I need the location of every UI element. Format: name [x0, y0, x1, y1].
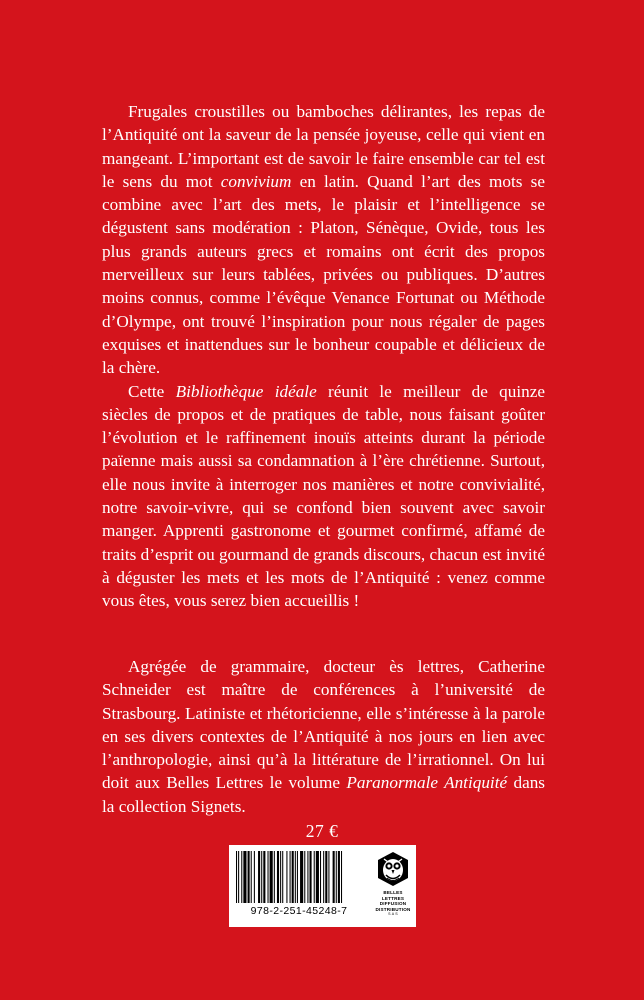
barcode-bar	[280, 851, 281, 903]
barcode-bar	[282, 851, 283, 903]
book-title: Paranormale Antiquité	[346, 773, 508, 793]
blurb-paragraph-1: Frugales croustilles ou bamboches délirantes, les repas de l’Antiquité ont la saveur de la pensée joyeuse, celle qui vient en mangeant. L’important est de savoir le faire ensemble car tel est le sens du mot convivium en latin. Quand l’art des mots se combine avec l’art des mets, le plaisir et l’intelligence se dégustent sans modération : Platon, Sénèque, Ovide, tous les plus grands auteurs grecs et romains ont écrit des propos merveilleux sur leurs tablées, privées ou publiques. D’autres moins connus, comme l’évêque Venance Fortunat ou Méthode d’Olympe, ont trouvé l’inspiration pour nous régaler de pages exquises et inattendues sur le bonheur coupable et délicieux de la chère.	[102, 102, 545, 378]
barcode-bar	[328, 851, 329, 903]
barcode-bar	[277, 851, 279, 903]
barcode-bar	[304, 851, 305, 903]
barcode-bar	[263, 851, 265, 903]
bio-paragraph: Agrégée de grammaire, docteur ès lettres, Catherine Schneider est maître de conférences à l’université de Strasbourg. Latiniste et rhétoricienne, elle s’intéresse à la parole en ses divers contextes de l’Antiquité à nos jours en lien avec l’anthropologie, ainsi qu’à la littérature de l’irrationnel. On lui doit aux Belles Lettres le volume Paranormale Antiquité dans la collection Signets.	[102, 657, 545, 816]
barcode-bar	[336, 851, 337, 903]
latin-term: convivium	[220, 171, 292, 191]
barcode-bar	[310, 851, 312, 903]
blurb	[102, 100, 545, 613]
barcode-bar	[254, 851, 255, 903]
barcode-bar	[316, 851, 319, 903]
barcode-bar	[314, 851, 315, 903]
barcode-bar	[300, 851, 303, 903]
barcode-bar	[323, 851, 324, 903]
barcode-bar	[333, 851, 335, 903]
barcode-label	[229, 845, 416, 927]
barcode-bar	[243, 851, 246, 903]
collection-title: Bibliothèque idéale	[175, 381, 317, 401]
isbn-number: 978-2-251-45248-7	[250, 905, 348, 917]
barcode-bar	[320, 851, 321, 903]
price: 27 €	[305, 821, 339, 841]
barcode-bar	[248, 851, 250, 903]
barcode-bar	[292, 851, 294, 903]
barcode-bar	[238, 851, 239, 903]
barcode-bar	[286, 851, 287, 903]
barcode-bar	[325, 851, 327, 903]
barcode-bar	[258, 851, 260, 903]
publisher-name: BELLES LETTRES DIFFUSION DISTRIBUTION S A S	[375, 890, 411, 917]
barcode-bar	[236, 851, 237, 903]
barcode-bar	[274, 851, 275, 903]
barcode-bar	[290, 851, 291, 903]
barcode-bar	[268, 851, 269, 903]
barcode-bar	[261, 851, 262, 903]
isbn-barcode	[235, 851, 369, 905]
barcode-bar	[297, 851, 298, 903]
publisher-owl-logo-icon	[375, 851, 411, 887]
barcode-bar	[270, 851, 273, 903]
barcode-bar	[307, 851, 308, 903]
barcode-bar	[341, 851, 342, 903]
barcode-bar	[338, 851, 340, 903]
blurb-paragraph-2: Cette Bibliothèque idéale réunit le meilleur de quinze siècles de propos et de pratiques de table, nous faisant goûter l’évolution et le raffinement inouïs atteints durant la période païenne mais aussi sa condamnation à l’ère chrétienne. Surtout, elle nous invite à interroger nos manières et notre convivialité, notre savoir-vivre, qui se confond bien souvent avec savoir manger. Apprenti gastronome et gourmet confirmé, affamé de traits d’esprit ou gourmand de grands discours, chacun est invité à déguster les mets et les mots de l’Antiquité : venez comme vous êtes, vous serez bien accueillis !	[102, 381, 545, 611]
author-bio	[102, 655, 545, 818]
barcode-bar	[295, 851, 296, 903]
barcode-bar	[241, 851, 242, 903]
barcode-bar	[251, 851, 252, 903]
